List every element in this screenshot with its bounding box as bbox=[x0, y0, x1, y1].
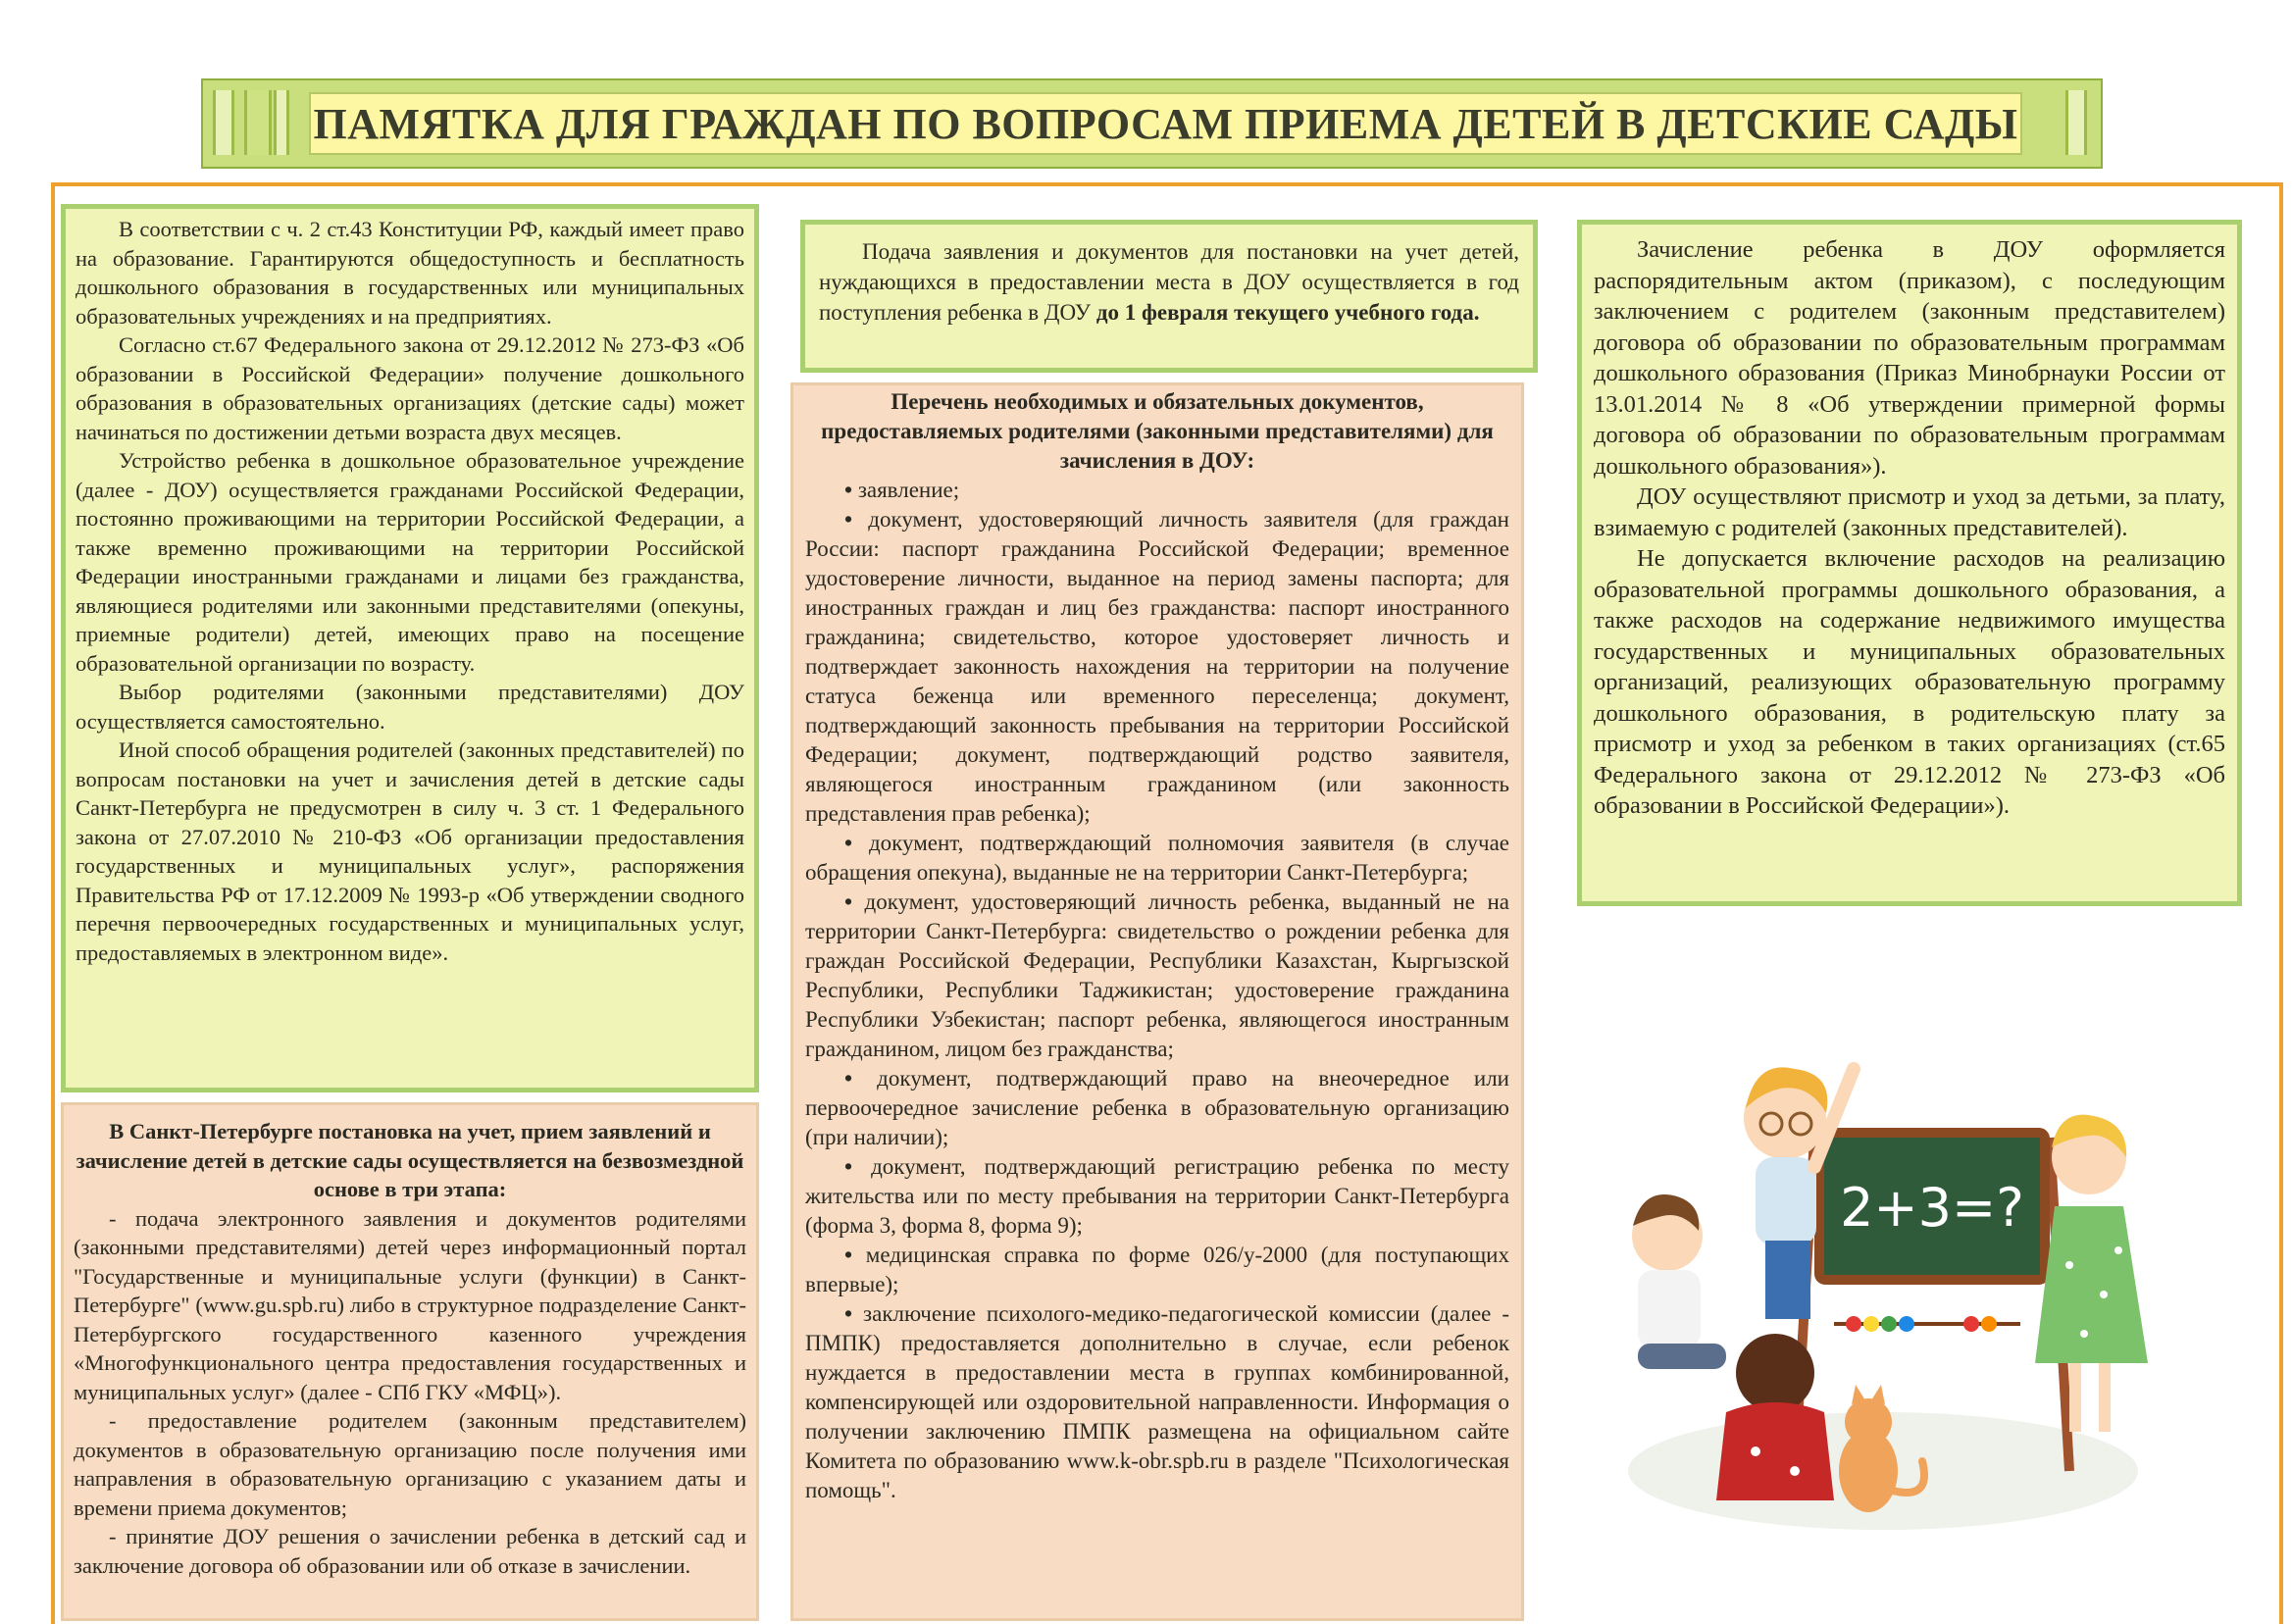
document-item: • документ, удостоверяющий личность заявителя (для граждан России: паспорт гражданина Российской Федерации; временное удостоверение личности, выданное на период замены паспорта; для иностранных граждан и лиц без гражданства: паспорт иностранного гражданина; свидетельство, которое удостоверяет личность и подтверждает законность нахождения на территории на получение статуса беженца или временного переселенца; документ, подтверждающий законность пребывания на территории Российской Федерации; документ, подтверждающий родство заявителя, являющегося иностранным гражданином (или законность представления прав ребенка); bbox=[805, 505, 1509, 829]
deadline-box bbox=[800, 220, 1538, 373]
banner-stripe bbox=[244, 90, 272, 155]
document-item: • документ, подтверждающий полномочия заявителя (в случае обращения опекуна), выданные не на территории Санкт-Петербурга; bbox=[805, 829, 1509, 888]
document-item: • документ, подтверждающий регистрацию ребенка по месту жительства или по месту пребывания на территории Санкт-Петербурга (форма 3, форма 8, форма 9); bbox=[805, 1152, 1509, 1241]
enrollment-paragraph: Не допускается включение расходов на реализацию образовательной программы дошкольного образования, а также расходов на содержание недвижимого имущества государственных и муниципальных образовательных организаций, реализующих образовательную программу дошкольного образования, в родительскую плату за присмотр и уход за ребенком в таких организациях (ст.65 Федерального закона от 29.12.2012 № 273-ФЗ «Об образовании в Российской Федерации»). bbox=[1594, 545, 2225, 819]
enrollment-paragraph: Зачисление ребенка в ДОУ оформляется распорядительным актом (приказом), с последующим заключением с родителем (законным представителем) договора об образовании по образовательным программам дошкольного образования (Приказ Минобрнауки России от 13.01.2014 № 8 «Об утверждении примерной формы договора об образовании по образовательным программам дошкольного образования»). bbox=[1594, 236, 2225, 480]
rights-paragraph: Устройство ребенка в дошкольное образовательное учреждение (далее - ДОУ) осуществляется гражданами Российской Федерации, постоянно проживающими на территории Российской Федерации, а также временно проживающими на территории Российской Федерации иностранными гражданами и лицами без гражданства, являющиеся родителями или законными представителями (опекуны, приемные родители) детей, имеющих право на посещение образовательной организации по возрасту. bbox=[76, 448, 744, 676]
document-item: • документ, удостоверяющий личность ребенка, выданный не на территории Санкт-Петербурга: свидетельство о рождении ребенка для граждан Российской Федерации, Республики Казахстан, Кыргызской Республики, Республики Таджикистан; удостоверение гражданина Республики Узбекистан; паспорт ребенка, являющегося иностранным гражданином, лицом без гражданства; bbox=[805, 888, 1509, 1064]
stage-item: - принятие ДОУ решения о зачислении ребенка в детский сад и заключение договора об образовании или об отказе в зачислении. bbox=[74, 1524, 746, 1578]
documents-heading: Перечень необходимых и обязательных документов, предоставляемых родителями (законными представителями) для зачисления в ДОУ: bbox=[821, 389, 1494, 473]
board-text: 2+3=? bbox=[1840, 1177, 2024, 1239]
document-item: • медицинская справка по форме 026/у-2000 (для поступающих впервые); bbox=[805, 1241, 1509, 1299]
rights-paragraph: В соответствии с ч. 2 ст.43 Конституции РФ, каждый имеет право на образование. Гарантируются общедоступность и бесплатность дошкольного образования в государственных или муниципальных образовательных учреждениях и на предприятиях. bbox=[76, 217, 744, 329]
sitting-girl bbox=[1716, 1334, 1834, 1500]
enrollment-box bbox=[1577, 220, 2242, 906]
page-title: ПАМЯТКА ДЛЯ ГРАЖДАН ПО ВОПРОСАМ ПРИЕМА ДЕТЕЙ В ДЕТСКИЕ САДЫ bbox=[313, 99, 2018, 148]
document-item: • документ, подтверждающий право на внеочередное или первоочередное зачисление ребенка в образовательную организацию (при наличии); bbox=[805, 1064, 1509, 1152]
sitting-boy bbox=[1632, 1194, 1726, 1369]
stages-box bbox=[61, 1102, 759, 1621]
stage-item: - подача электронного заявления и документов родителями (законными представителями) детей через информационный портал "Государственные и муниципальные услуги (функции) в Санкт-Петербурге" (www.gu.spb.ru) либо в структурное подразделение Санкт-Петербургского государственного казенного учреждения «Многофункционального центра предоставления государственных и муниципальных услуг» (далее - СПб ГКУ «МФЦ»). bbox=[74, 1205, 746, 1404]
documents-box bbox=[790, 382, 1524, 1621]
rights-box bbox=[61, 204, 759, 1092]
deadline-paragraph bbox=[819, 236, 1519, 328]
banner-stripe bbox=[2065, 90, 2087, 155]
enrollment-paragraph: ДОУ осуществляют присмотр и уход за детьми, за плату, взимаемую с родителей (законных представителей). bbox=[1594, 483, 2225, 541]
documents-list bbox=[805, 476, 1509, 1505]
document-item: • заявление; bbox=[805, 476, 1509, 505]
deadline-bold: до 1 февраля текущего учебного года. bbox=[1091, 300, 1480, 325]
rights-paragraph: Согласно ст.67 Федерального закона от 29.12.2012 № 273-ФЗ «Об образовании в Российской Федерации» получение дошкольного образования в образовательных организациях (детские сады) может начинаться по достижении детьми возраста двух месяцев. bbox=[76, 332, 744, 444]
document-item: • заключение психолого-медико-педагогической комиссии (далее - ПМПК) предоставляется дополнительно в случае, если ребенок нуждается в предоставлении места в группах комбинированной, компенсирующей или оздоровительной направленности. Информация о получении заключению ПМПК размещена на официальном сайте Комитета по образованию www.k-obr.spb.ru в разделе "Психологическая помощь". bbox=[805, 1299, 1509, 1505]
stages-heading: В Санкт-Петербурге постановка на учет, прием заявлений и зачисление детей в детские сады осуществляется на безвозмездной основе в три этапа: bbox=[76, 1119, 744, 1201]
stage-item: - предоставление родителем (законным представителем) документов в образовательную организацию после получения ими направления в образовательную организацию с указанием даты и времени приема документов; bbox=[74, 1408, 746, 1520]
title-banner bbox=[201, 78, 2103, 169]
children-illustration bbox=[1608, 1040, 2158, 1549]
deadline-text: Подача заявления и документов для постановки на учет детей, нуждающихся в предоставлении места в ДОУ осуществляется в год поступления ребенка в ДОУ bbox=[819, 239, 1519, 325]
banner-stripe bbox=[213, 90, 234, 155]
rights-paragraph: Иной способ обращения родителей (законных представителей) по вопросам постановки на учет и зачисления детей в детские сады Санкт-Петербурга не предусмотрен в силу ч. 3 ст. 1 Федерального закона от 27.07.2010 № 210-ФЗ «Об организации предоставления государственных и муниципальных услуг», распоряжения Правительства РФ от 17.12.2009 № 1993-р «Об утверждении сводного перечня первоочередных государственных и муниципальных услуг, предоставляемых в электронном виде». bbox=[76, 737, 744, 965]
rights-paragraph: Выбор родителями (законными представителями) ДОУ осуществляется самостоятельно. bbox=[76, 680, 744, 734]
banner-stripe bbox=[274, 90, 289, 155]
title-panel bbox=[309, 92, 2022, 155]
